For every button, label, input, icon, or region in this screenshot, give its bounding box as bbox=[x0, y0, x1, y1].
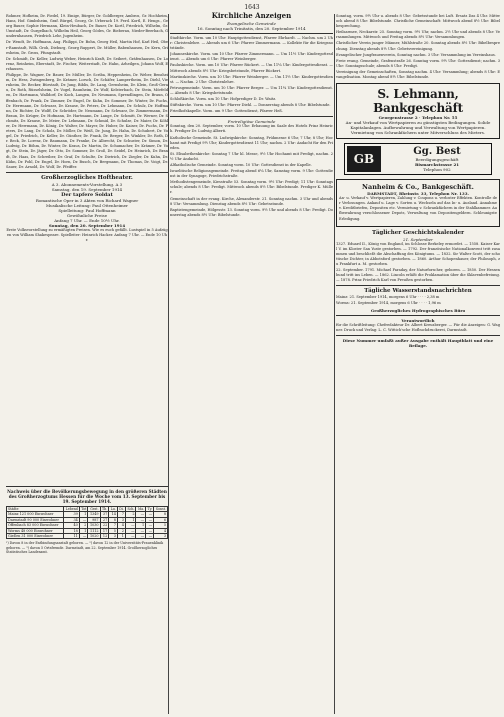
value-cell: — bbox=[146, 528, 154, 533]
theater-line: Romantische Oper in 3 Akten von Richard Wagner bbox=[35, 197, 139, 203]
notice-paragraph: Dr. Schmidt, Dr. Keller, Ludwig Weber, Heinrich Kraft, Dr. Seibert, Gräfenhausen, Dr. Lorenz, Reinheim, Eberstadt, Dr. Fischer, Weiterstadt, Dr. Hahn, Arheilgen, Johann Wolf, Erzhausen. bbox=[6, 56, 168, 71]
column-header: Städte bbox=[7, 507, 64, 512]
value-cell: 18 bbox=[63, 528, 79, 533]
city-cell: Gießen 31 000 Einwohner bbox=[7, 534, 64, 539]
calendar-entry: 22. September. 1791. Michael Faraday, der Naturforscher, geboren. — 1850. Der Hessenbund tritt ins Leben. — 1862. Lincoln erläßt die Proklamation über die Sklavenbefreiung. — 1878. Prinz Friedrich Karl von Preußen gestorben. bbox=[336, 268, 500, 283]
statistics-table bbox=[6, 506, 168, 539]
church-paragraph: Stiftskirche. Vorm. um 10 Uhr: Pfarrer Diehl. — Donnerstag abends 8 Uhr: Bibelstunde. bbox=[170, 103, 331, 108]
divider bbox=[170, 33, 333, 34]
notice-paragraph: Rohmer, Hofheim, Dr. Fiedel, 19. Einige, Bürger, Dr. Goldberger, Ambros, Gr. Hochheim, Hans, Hof. Gimbsheim, Graf. Bürgel, Georg, Gr. Urberach 19. Ferd. Kortl, E. Hengs., Georg Bauer, Sophie Hermann, Klein-Heubach, Dr. Bauer, Dr. Kortl, Friedrich, Wilhelm, Gr. Umstadt, Dr. Gurgelbach, Wilhelm Heil, Georg Gödes, Gr. Bieberau, Nieder-Beerbach, Gundernhausen, Friedrich Lehr, Jugenheim. bbox=[6, 14, 168, 39]
calendar-heading: Täglicher Geschichtskalender bbox=[371, 229, 464, 236]
value-cell: — bbox=[146, 512, 154, 517]
ad-line: DARMSTADT, Rheinstr. 33, Telephon Nr. 133. bbox=[367, 191, 469, 197]
church-paragraph: Israelitische Religionsgemeinde. Freitag abend 6¼ Uhr, Samstag vorm. 9 Uhr: Gottesdienst in der Synagoge, Friedrichstraße. bbox=[170, 169, 333, 179]
theater-next-text: Erste Volksvorstellung zu ermäßigten Preisen. Wie es euch gefällt. Lustspiel in 5 Aufzügen von William Shakespeare. Spielleiter: Heinrich Hacker. Anfang 7 Uhr. — Ende 10 Uhr. bbox=[6, 227, 168, 242]
statistics-footnote: ¹) Davon 8 in der Entbindungsanstalt geboren. — ²) davon 12 in der Universitäts-Frauenklinik geboren. — ³) davon 5 Ortsfremde. Darmstadt, am 22. September 1914. Großherzogliches Statistisches Landesamt. bbox=[6, 541, 164, 555]
column-header: Lu. bbox=[110, 507, 116, 511]
ad-title: S. Lehmann, Bankgeschäft bbox=[373, 87, 463, 116]
value-cell: 1 bbox=[136, 523, 146, 528]
value-cell: 8 bbox=[154, 512, 168, 517]
notice-paragraph: Evangelischer Jungfrauenverein, Sonntag nachm. 3 Uhr: Versammlung im Vereinshaus. bbox=[336, 52, 496, 57]
ad-text: An- und Verkauf von Wertpapieren zu günstigsten Bedingungen. Solide Kapitalanlagen. Aufbewahrung und Verwaltung von Wertpapieren. Vermietung von Schrankfächern unter Mitverschluss des Mieters. bbox=[345, 120, 491, 136]
column-header: Sonst. bbox=[154, 507, 168, 512]
value-cell: 2 bbox=[79, 523, 88, 528]
church-paragraph: Sonntag, den 20. September, vorm. 10 Uhr: Erbauung im Saale des Hotels Prinz Heinrich. Prediger Dr. Ludwig Alberti. bbox=[170, 124, 333, 134]
divider bbox=[336, 285, 500, 286]
ad-title: Nanheim & Co., Bankgeschäft. bbox=[362, 183, 474, 192]
theater-line: Gewöhnliche Preise bbox=[66, 212, 108, 218]
value-cell: 11 bbox=[63, 534, 79, 539]
value-cell: 4 bbox=[117, 523, 125, 528]
divider bbox=[6, 486, 168, 487]
column-header: Gest. bbox=[88, 507, 100, 512]
theater-line: Anfang 7 Uhr. — Ende 10½ Uhr. bbox=[54, 217, 120, 223]
value-cell: 7 bbox=[109, 523, 118, 528]
value-cell: 17 bbox=[100, 528, 109, 533]
value-cell: 3 bbox=[117, 517, 125, 522]
church-heading: Kirchliche Anzeigen bbox=[211, 11, 292, 20]
value-cell: — bbox=[136, 528, 146, 533]
water-level-line: Worms: 21. September 1914, morgens 6 Uhr · · · · 1,96 m bbox=[336, 301, 441, 306]
value-cell: 1 bbox=[79, 528, 88, 533]
notice-paragraph: Heilsarmee, Neckarstr. 25. Sonntag vorm. 9½ Uhr, nachm. 2½ Uhr und abends 8 Uhr: Versammlungen. Mittwoch und Freitag abends 8½ Uhr: Versammlungen. bbox=[336, 30, 500, 40]
issue-note: Diese Nummer umfaßt außer Ausgabe enthält Hauptblatt und eine Beilage. bbox=[342, 337, 494, 348]
column-header: Di. bbox=[119, 507, 124, 511]
value-cell: — bbox=[136, 517, 146, 522]
notice-paragraph: Freie evang. Gemeinde, Grafenstraße 26. Sonntag vorm. 9½ Uhr: Gottesdienst; nachm. 3 Uhr: Sonntagsschule; abends 8 Uhr: Predigt. bbox=[336, 58, 500, 68]
theater-line: Spielleitung: Paul Hoffmann bbox=[58, 207, 116, 213]
column-divider bbox=[334, 14, 335, 714]
best-logo: GB bbox=[347, 146, 381, 172]
church-paragraph: Altkatholische Gemeinde. Sonntag vorm. 10 Uhr: Gottesdienst in der Kapelle. bbox=[170, 162, 312, 167]
church-paragraph: Schloßkirche. Vorm. um 10 Uhr: Hofprediger D. Dr. Waitz. bbox=[170, 97, 277, 102]
value-cell: 3 bbox=[109, 534, 118, 539]
theater-next-heading: Sonntag, den 20. September 1914 bbox=[48, 222, 126, 228]
church-subheading: Freireligiöse Gemeinde bbox=[227, 119, 276, 125]
advertisement-lehmann bbox=[336, 83, 500, 139]
value-cell: 987 bbox=[88, 517, 100, 522]
value-cell: 5 bbox=[109, 528, 118, 533]
notice-paragraph: Dr. Wendt, Dr. Hoffmann, Aug. Philippi, Dr. Bohn, Georg Heil, Martin Hof, Karl Heil, Ober-Ramstadt, Wilh. Groh, Dieburg, Georg Ruppert, Dr. Müller, Babenhausen, Dr. Kern, Griesheim, Dr. Gross, Pfungstadt. bbox=[6, 40, 168, 55]
value-cell: 1030 bbox=[88, 523, 100, 528]
value-cell: — bbox=[125, 528, 136, 533]
value-cell: 34 bbox=[63, 517, 79, 522]
church-paragraph: Gemeinschaft in der evang. Kirche, Alexanderstr. 21. Sonntag nachm. 3 Uhr und abends 8 Uhr: Versammlung. Dienstag abends 8½ Uhr: Gebetsstunde. bbox=[170, 196, 333, 206]
column-header: Tb. bbox=[102, 507, 108, 511]
value-cell: — bbox=[125, 523, 136, 528]
advertisement-nanheim bbox=[336, 179, 500, 226]
divider bbox=[170, 116, 333, 117]
value-cell: 14 bbox=[109, 512, 118, 517]
advertisement-best bbox=[344, 143, 492, 175]
value-cell: 7 bbox=[117, 512, 125, 517]
value-cell: 1112 bbox=[88, 528, 100, 533]
value-cell: 39 bbox=[63, 512, 79, 517]
city-cell: Mainz 121 000 Einwohner bbox=[7, 512, 64, 517]
notice-paragraph: Philippe, Dr. Wagner, Dr. Bauer, Dr. Müller, Dr. Scriba, Heppenheim, Dr. Weber, Bensheim, Dr. Hess, Zwingenberg, Dr. Krämer, Lorsch, Dr. Schäfer, Lampertheim, Dr. Diehl, Viernheim, Dr. Becker, Bürstadt, Dr. Jung, Biblis, Dr. Lang, Gernsheim, Dr. Klein, Groß-Gerau, Dr. Roth, Rüsselsheim, Dr. Vogel, Raunheim, Dr. Wolf, Kelsterbach, Dr. Stein, Mörfelden, Dr. Hartmann, Walldorf, Dr. Koch, Langen, Dr. Neumann, Sprendlingen, Dr. Braun, Offenbach, Dr. Frank, Dr. Zimmer, Dr. Engel, Dr. Kuhn, Dr. Sommer, Dr. Winter, Dr. Fuchs, Dr. Herrmann, Dr. Schwarz, Dr. Krause, Dr. Peters, Dr. Lehmann, Dr. Schulz, Dr. Hoffmann, Dr. Richter, Dr. Wolff, Dr. Schröder, Dr. Neumann, Dr. Schwarz, Dr. Zimmermann, Dr. Braun, Dr. Krüger, Dr. Hofmann, Dr. Hartmann, Dr. Lange, Dr. Schmitt, Dr. Werner, Dr. Schmitz, Dr. Krause, Dr. Meier, Dr. Lehmann, Dr. Schmid, Dr. Schulze, Dr. Maier, Dr. Köhler, Dr. Herrmann, Dr. König, Dr. Walter, Dr. Mayer, Dr. Huber, Dr. Kaiser, Dr. Fuchs, Dr. Peters, Dr. Lang, Dr. Scholz, Dr. Möller, Dr. Weiß, Dr. Jung, Dr. Hahn, Dr. Schubert, Dr. Vogel, Dr. Friedrich, Dr. Keller, Dr. Günther, Dr. Frank, Dr. Berger, Dr. Winkler, Dr. Roth, Dr. Beck, Dr. Lorenz, Dr. Baumann, Dr. Franke, Dr. Albrecht, Dr. Schuster, Dr. Simon, Dr. Ludwig, Dr. Böhm, Dr. Winter, Dr. Kraus, Dr. Martin, Dr. Schumacher, Dr. Krämer, Dr. Vogt, Dr. Stein, Dr. Jäger, Dr. Otto, Dr. Sommer, Dr. Groß, Dr. Seidel, Dr. Heinrich, Dr. Brandt, Dr. Haas, Dr. Schreiber, Dr. Graf, Dr. Schulte, Dr. Dietrich, Dr. Ziegler, Dr. Kuhn, Dr. Kühn, Dr. Pohl, Dr. Engel, Dr. Horn, Dr. Busch, Dr. Bergmann, Dr. Thomas, Dr. Voigt, Dr. Sauer, Dr. Arnold, Dr. Wolf, Dr. Pfeiffer. bbox=[6, 73, 168, 169]
theater-line: Musikalische Leitung: Paul Ottenheimer bbox=[46, 202, 128, 208]
theater-line: Samstag, den 19. September 1914 bbox=[51, 186, 123, 192]
value-cell: 3 bbox=[154, 534, 168, 539]
calendar-date: 21. September bbox=[403, 236, 433, 242]
theater-heading: Großherzogliches Hoftheater. bbox=[41, 174, 133, 181]
value-cell: 1 bbox=[117, 534, 125, 539]
value-cell: 12 bbox=[100, 534, 109, 539]
value-cell: — bbox=[136, 512, 146, 517]
water-level-source: Großherzogliches Hydrographisches Büro bbox=[370, 307, 466, 313]
church-paragraph: Methodistengemeinde, Kiesstraße 53. Sonntag vorm. 9½ Uhr: Predigt; 11 Uhr: Sonntagsschule; abends 8 Uhr: Predigt. Mittwoch abends 8½ Uhr: Bibelstunde. Prediger K. Müller. bbox=[170, 180, 333, 195]
church-paragraph: Baptistengemeinde, Hölgesstr. 13. Sonntag vorm. 9½ Uhr und abends 8 Uhr: Predigt. Donnerstag abends 8½ Uhr: Bibelstunde. bbox=[170, 207, 333, 217]
value-cell: 2 bbox=[125, 512, 136, 517]
water-level-line: Mainz: 21. September 1914, morgens 6 Uhr · · · · 2,38 m bbox=[336, 295, 440, 300]
value-cell: — bbox=[79, 534, 88, 539]
church-paragraph: Katholische Gemeinde. St. Ludwigskirche: Sonntag, Frühmesse 6 Uhr, 7 Uhr, 8 Uhr; Hochamt mit Predigt 9½ Uhr; Kindergottesdienst 11 Uhr; nachm. 2 Uhr: Andacht für den Frieden. bbox=[170, 135, 333, 150]
theater-line: Der tapfere Soldat bbox=[61, 191, 113, 198]
value-cell: — bbox=[146, 517, 154, 522]
column-ads-and-calendar bbox=[336, 14, 500, 348]
notice-paragraph: Vereinigung der Gemeinschaften, Sonntag nachm. 4 Uhr: Versammlung; abends 8 Uhr: Evangelisation. Montag abend 8½ Uhr: Bibelstunde. bbox=[336, 69, 500, 80]
church-subheading: Evangelische Gemeinde bbox=[227, 21, 276, 26]
value-cell: 40 bbox=[63, 523, 79, 528]
ad-line: Beerdigungsgeschäft bbox=[415, 157, 459, 163]
divider bbox=[336, 315, 500, 316]
value-cell: — bbox=[146, 534, 154, 539]
city-cell: Offenbach 83 000 Einwohner bbox=[7, 523, 64, 528]
value-cell: — bbox=[125, 534, 136, 539]
church-paragraph: Stadtkirche. Vorm. um 10 Uhr: Hauptgottesdienst, Pfarrer Ehrhardt. — Nachm. um 2 Uhr: Christenlehre. — Abends um 6 Uhr: Pfarrer Zimmermann. — Kollekte für die Kriegsnotstände. bbox=[170, 36, 333, 51]
column-divider bbox=[168, 14, 169, 714]
value-cell: 2 bbox=[117, 528, 125, 533]
column-header: Ma. bbox=[137, 507, 145, 511]
value-cell: 1 bbox=[79, 512, 88, 517]
city-cell: Darmstadt 90 000 Einwohner bbox=[7, 517, 64, 522]
statistics-caption: Nachweis über die Bevölkerungsbewegung in den größeren Städten des Großherzogtums Hessen für die Woche vom 13. September bis 19. September 1914. bbox=[7, 489, 167, 504]
value-cell: 5 bbox=[154, 523, 168, 528]
value-cell: — bbox=[79, 517, 88, 522]
table-row bbox=[7, 534, 168, 539]
church-paragraph: Johanneskirche. Vorm. um 10 Uhr: Pfarrer Zimmermann. — Um 11½ Uhr: Kindergottesdienst. — Abends um 6 Uhr: Pfarrer Weinberger. bbox=[170, 52, 333, 62]
church-paragraph: Petrusgemeinde. Vorm. um 10 Uhr: Pfarrer Berger. — Um 11¼ Uhr: Kindergottesdienst. — Abends 8 Uhr: Kriegsbetstunde. bbox=[170, 85, 333, 95]
value-cell: 22 bbox=[100, 523, 109, 528]
column-personal-notices bbox=[6, 14, 168, 244]
imprint-heading: Verantwortlich bbox=[401, 317, 435, 323]
divider bbox=[6, 172, 168, 173]
value-cell: 6 bbox=[154, 517, 168, 522]
column-header: Ty. bbox=[147, 507, 153, 511]
column-header: Sch. bbox=[125, 507, 136, 512]
value-cell: 37 bbox=[100, 512, 109, 517]
best-text bbox=[383, 146, 491, 172]
ad-line: Bismarckstrasse 21 bbox=[414, 162, 460, 168]
value-cell: 1020 bbox=[88, 534, 100, 539]
ad-title: Gg. Best bbox=[413, 146, 461, 158]
city-cell: Worms 48 000 Einwohner bbox=[7, 528, 64, 533]
value-cell: 27 bbox=[100, 517, 109, 522]
calendar-entry: 1327. Eduard II., König von England, im Schlosse Berkeley ermordet. — 1558. Kaiser Karl V. im Kloster San Yuste gestorben. — 1792. Der französische Nationalkonvent tritt zusammen und beschließt die Abschaffung des Königtums. — 1832. Sir Walter Scott, der schottische Dichter, in Abbotsford gestorben. — 1860. Arthur Schopenhauer, der Philosoph, zu Frankfurt a. M. gestorben. bbox=[336, 241, 500, 266]
church-paragraph: St. Elisabethenkirche: Sonntag 7 Uhr hl. Messe, 9½ Uhr Hochamt mit Predigt, nachm. 2½ Uhr Andacht. bbox=[170, 151, 333, 161]
value-cell: 1 bbox=[125, 517, 136, 522]
page-number: 1643 bbox=[244, 4, 260, 11]
value-cell: — bbox=[136, 534, 146, 539]
water-level-heading: Tägliche Wasserstandsnachrichten bbox=[364, 288, 472, 295]
column-header: Lebend bbox=[63, 507, 79, 512]
value-cell: 4 bbox=[154, 528, 168, 533]
value-cell: 8 bbox=[109, 517, 118, 522]
ad-line: Telephon 902 bbox=[423, 167, 451, 173]
notice-paragraph: Christlicher Verein junger Männer, Mühlstraße 20. Sonntag abends 8½ Uhr: Bibelbesprechung. Dienstag abends 8½ Uhr: Gebetsvereinigung. bbox=[336, 41, 500, 51]
church-paragraph: Friedhofskapelle. Vorm. um 9 Uhr: Gottesdienst, Pfarrer Heß. bbox=[170, 109, 283, 114]
notice-paragraph: Sonntag, vorm. 9½ Uhr u. abends 8 Uhr: Gebetsstunde bei Luft. Ersatz Das 4 Uhr. Mittwoch abend 8 Uhr: Bibelstunde. Christliche Gemeinschaft: Mittwoch abend 8½ Uhr: Bibelbesprechung. bbox=[336, 14, 500, 29]
theater-line: A 3. Abonnements-Vorstellung. A 3 bbox=[51, 181, 123, 187]
church-date: 16. Sonntag nach Trinitatis, den 20. September 1914 bbox=[197, 26, 306, 31]
column-header: Tot bbox=[81, 507, 87, 511]
divider bbox=[336, 335, 500, 336]
ad-text: An- u. Verkauf v. Wertpapieren, Zahlung v. Coupons u. verloster Effekten. Kontrolle der Verlosungen. Ankauf u. Lage v. Sorten u. Wechseln auf das In- u. Ausland. Annahme v. Kreditbriefen, Depositen etc. Vermietung v. Schrankfächern in der Stahlkammer. Aufbewahrung verschlossener Depots, Verwaltung von Depositengeldern. Schleunigste Erledigung. bbox=[339, 196, 497, 221]
church-paragraph: Pauluskirche. Vorm. um 10 Uhr: Pfarrer Rückert. — Um 11¼ Uhr: Kindergottesdienst. — Mittwoch abends 8½ Uhr: Kriegsbetstunde, Pfarrer Rückert. bbox=[170, 63, 333, 73]
church-paragraph: Martinskirche. Vorm. um 10 Uhr: Pfarrer Weinberger. — Um 11½ Uhr: Kindergottesdienst. — Nachm. 2 Uhr: Christenlehre. bbox=[170, 74, 333, 84]
ad-line: Georgenstrasse 2 · Telephon Nr. 55 bbox=[378, 115, 458, 121]
column-church-notices bbox=[170, 10, 333, 219]
population-statistics bbox=[6, 484, 168, 555]
value-cell: — bbox=[146, 523, 154, 528]
imprint-text: für die Schriftleitung: Chefredakteur Dr. Albert Kreuzberger. — Für die Anzeigen: G. Wagner. Druck und Verlag: L. C. Wittich'sche Hofbuchdruckerei, Darmstadt. bbox=[336, 322, 500, 332]
value-cell: 1349 bbox=[88, 512, 100, 517]
